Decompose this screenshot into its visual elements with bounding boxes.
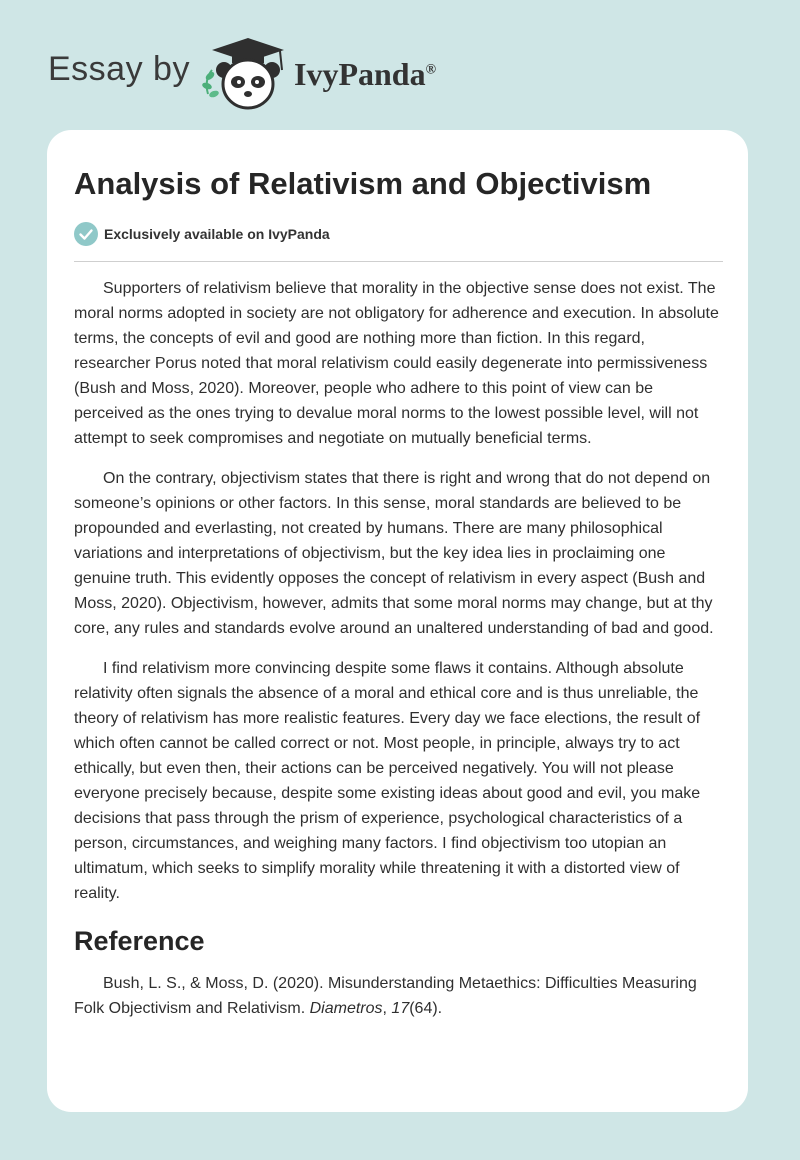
brand-text: IvyPanda xyxy=(294,56,426,92)
reference-heading: Reference xyxy=(74,926,205,956)
brand-name[interactable] xyxy=(294,56,436,93)
registered-mark: ® xyxy=(425,62,437,78)
check-circle-icon xyxy=(74,222,98,246)
page-title: Analysis of Relativism and Objectivism xyxy=(74,166,652,201)
paragraph: On the contrary, objectivism states that there is right and wrong that do not depend on someone’s opinions or other factors. In this sense, moral standards are believed to be propounded and everlasting, not created by humans. There are many philosophical variations and interpretations of objectivism, but the key idea lies in proclaiming one genuine truth. This evidently opposes the concept of relativism in every aspect (Bush and Moss, 2020). Objectivism, however, admits that some moral norms may change, but at thy core, any rules and standards evolve around an unaltered understanding of bad and good. xyxy=(74,470,714,637)
essay-by-label: Essay by xyxy=(48,50,190,88)
reference-volume: 17 xyxy=(391,1000,410,1017)
essay-card xyxy=(47,130,748,1112)
reference-issue: (64). xyxy=(409,1000,443,1017)
paragraph: I find relativism more convincing despite some flaws it contains. Although absolute relativity often signals the absence of a moral and ethical core and is thus unreliable, the theory of relativism has more realistic features. Every day we face elections, the result of which often cannot be called correct or not. Most people, in principle, always try to act ethically, but even then, their actions can be perceived negatively. You will not please everyone precisely because, despite some existing ideas about good and evil, you make decisions that pass through the prism of experience, psychological characteristics of a person, circumstances, and weighing many factors. I find objectivism too utopian an ultimatum, which seeks to simplify morality while threatening it with a distorted view of reality. xyxy=(74,660,701,902)
paragraph: Supporters of relativism believe that morality in the objective sense does not exist. The moral norms adopted in society are not obligatory for adherence and execution. In absolute terms, the concepts of evil and good are nothing more than fiction. In this regard, researcher Porus noted that moral relativism could easily degenerate into permissiveness (Bush and Moss, 2020). Moreover, people who adhere to this point of view can be perceived as the ones trying to devalue moral norms to the lowest possible level, will not attempt to seek compromises and negotiate on mutually beneficial terms. xyxy=(74,280,719,447)
reference-text: Bush, L. S., & Moss, D. (2020). Misunderstanding Metaethics: Difficulties Measuring Folk Objectivism and Relativism. xyxy=(74,975,697,1017)
badge-text: Exclusively available on IvyPanda xyxy=(104,226,330,242)
divider xyxy=(74,261,723,262)
panda-logo-icon[interactable] xyxy=(198,36,298,112)
exclusive-badge xyxy=(74,222,330,246)
essay-body xyxy=(74,276,724,1021)
reference-entry xyxy=(74,971,724,1021)
reference-journal: Diametros xyxy=(309,1000,383,1017)
site-header xyxy=(48,36,748,116)
reference-separator: , xyxy=(382,1000,392,1017)
